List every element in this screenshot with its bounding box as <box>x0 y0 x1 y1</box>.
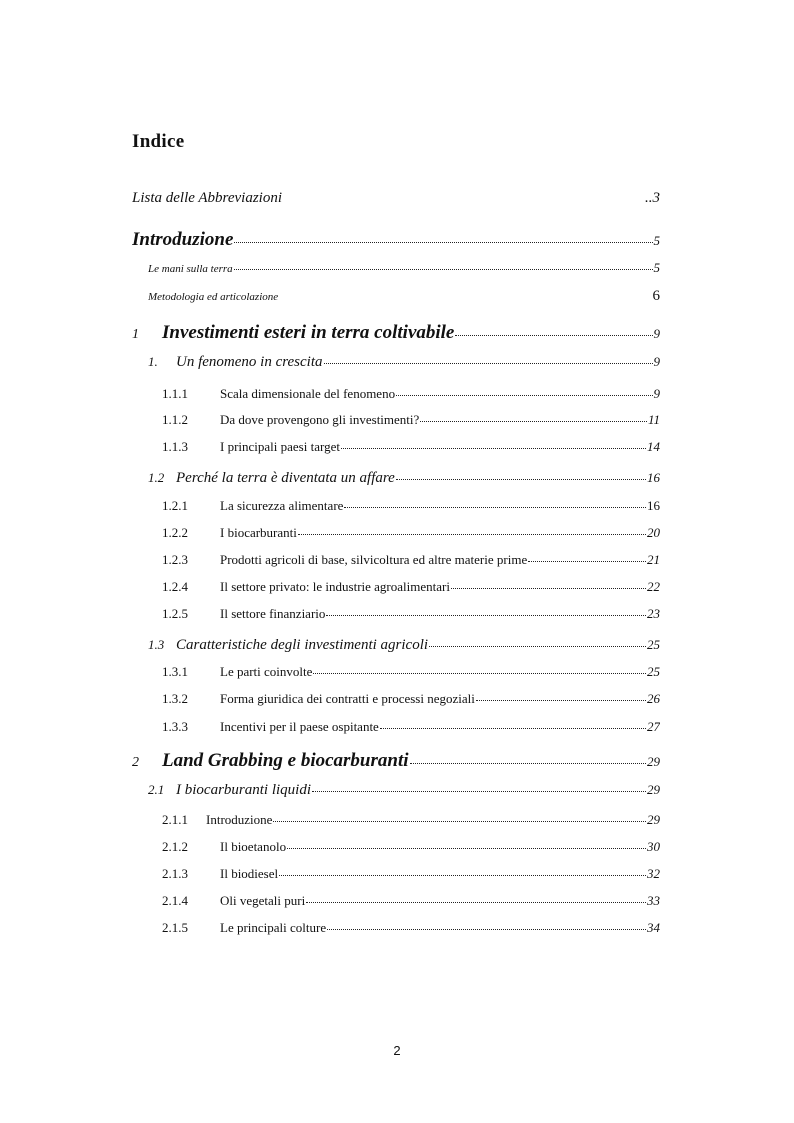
toc-entry-title: Le principali colture <box>220 920 327 935</box>
dot-leader <box>451 588 646 589</box>
dot-leader <box>528 561 646 562</box>
toc-entry-page: 29 <box>647 754 660 769</box>
toc-entry-number: 1 <box>132 327 139 342</box>
dot-leader <box>429 646 646 647</box>
toc-entry[interactable] <box>162 606 660 622</box>
toc-entry-number: 1.3.1 <box>162 664 188 679</box>
toc-entry-number: 2.1.5 <box>162 920 188 935</box>
toc-entry-page: 6 <box>652 288 660 304</box>
toc-entry-title: Lista delle Abbreviazioni <box>132 190 282 206</box>
dot-leader <box>312 791 646 792</box>
toc-entry[interactable] <box>148 260 660 276</box>
dot-leader <box>279 875 646 876</box>
toc-entry-title: Forma giuridica dei contratti e processi negoziali <box>220 691 475 706</box>
toc-entry[interactable] <box>162 812 660 828</box>
toc-entry[interactable] <box>148 782 660 799</box>
toc-entry-number: 2.1.3 <box>162 866 188 881</box>
page-number: 2 <box>393 1043 401 1058</box>
toc-entry-page: 5 <box>653 233 660 248</box>
toc-entry-title: Il bioetanolo <box>220 839 287 854</box>
toc-entry-page: 20 <box>647 525 660 540</box>
toc-entry[interactable] <box>132 190 660 207</box>
toc-entry-title: Il biodiesel <box>220 866 279 881</box>
toc-entry-title: Un fenomeno in crescita <box>176 354 323 370</box>
toc-entry-title: Prodotti agricoli di base, silvicoltura ed altre materie prime <box>220 552 528 567</box>
toc-entry-number: 2.1.4 <box>162 893 188 908</box>
toc-entry-title: La sicurezza alimentare <box>220 498 344 513</box>
toc-entry-page: 23 <box>647 606 660 621</box>
toc-entry-page: 34 <box>647 920 660 935</box>
toc-entry-number: 1.2.5 <box>162 606 188 621</box>
dot-leader <box>324 363 653 364</box>
toc-entry-title: Introduzione <box>206 812 273 827</box>
toc-entry-title: Oli vegetali puri <box>220 893 306 908</box>
dot-leader <box>396 395 652 396</box>
dot-leader <box>273 821 646 822</box>
dot-leader <box>313 673 646 674</box>
toc-entry-number: 1.3.3 <box>162 719 188 734</box>
toc-entry-number: 1.2 <box>148 470 165 485</box>
toc-entry-page: 29 <box>647 812 660 827</box>
toc-entry-number: 1.1.3 <box>162 439 188 454</box>
toc-entry-page: 33 <box>647 893 660 908</box>
toc-entry-number: 1. <box>148 354 158 369</box>
dot-leader <box>344 507 646 508</box>
toc-entry-title: Perché la terra è diventata un affare <box>176 470 395 486</box>
dot-leader <box>396 479 646 480</box>
dot-leader <box>234 242 652 243</box>
toc-entry[interactable] <box>132 322 660 344</box>
toc-entry[interactable] <box>162 920 660 936</box>
toc-entry-title: Land Grabbing e biocarburanti <box>162 750 409 771</box>
page-title: Indice <box>132 131 185 152</box>
toc-entry[interactable] <box>162 498 660 514</box>
toc-entry-page: 5 <box>653 260 660 275</box>
toc-entry-number: 1.2.2 <box>162 525 188 540</box>
toc-entry-number: 1.1.2 <box>162 412 188 427</box>
toc-entry-title: Metodologia ed articolazione <box>148 291 279 303</box>
toc-entry[interactable] <box>162 386 660 402</box>
toc-entry-number: 1.2.3 <box>162 552 188 567</box>
toc-entry-title: Caratteristiche degli investimenti agricoli <box>176 637 429 653</box>
toc-entry-title: Il settore privato: le industrie agroalimentari <box>220 579 450 594</box>
toc-entry-page: 9 <box>653 354 660 369</box>
toc-entry-title: Investimenti esteri in terra coltivabile <box>162 322 455 343</box>
toc-entry[interactable] <box>132 750 660 772</box>
toc-entry-number: 1.3 <box>148 637 165 652</box>
toc-entry-page: 25 <box>647 664 660 679</box>
toc-entry-number: 2.1.2 <box>162 839 188 854</box>
toc-entry[interactable] <box>162 439 660 455</box>
toc-entry[interactable] <box>162 691 660 707</box>
toc-entry-title: Incentivi per il paese ospitante <box>220 719 379 734</box>
toc-entry-page: 29 <box>647 782 660 797</box>
toc-entry-page: 26 <box>647 691 660 706</box>
toc-entry[interactable] <box>132 229 660 251</box>
toc-entry-number: 1.3.2 <box>162 691 188 706</box>
dot-leader <box>306 902 646 903</box>
toc-entry-title: Le mani sulla terra <box>148 263 233 275</box>
dot-leader <box>420 421 647 422</box>
toc-entry-title: Da dove provengono gli investimenti? <box>220 412 420 427</box>
toc-entry[interactable] <box>148 288 660 305</box>
toc-entry-page: 14 <box>647 439 660 454</box>
toc-entry[interactable] <box>162 579 660 595</box>
toc-entry-title: Il settore finanziario <box>220 606 326 621</box>
toc-entry-title: Scala dimensionale del fenomeno <box>220 386 396 401</box>
toc-entry-page: ..3 <box>645 190 660 206</box>
toc-entry-page: 9 <box>653 386 660 401</box>
toc-entry-number: 1.2.4 <box>162 579 188 594</box>
toc-entry[interactable] <box>162 839 660 855</box>
toc-entry-number: 2.1 <box>148 782 165 797</box>
dot-leader <box>455 335 652 336</box>
toc-entry[interactable] <box>148 354 660 371</box>
toc-entry-page: 27 <box>647 719 660 734</box>
dot-leader <box>410 763 646 764</box>
dot-leader <box>287 848 646 849</box>
toc-entry-title: I biocarburanti liquidi <box>176 782 311 798</box>
toc-entry-page: 11 <box>647 412 660 427</box>
toc-entry-number: 1.1.1 <box>162 386 188 401</box>
dot-leader <box>380 728 646 729</box>
toc-entry[interactable] <box>162 664 660 680</box>
toc-entry-title: I principali paesi target <box>220 439 340 454</box>
toc-entry-page: 30 <box>647 839 660 854</box>
toc-entry[interactable] <box>162 525 660 541</box>
toc-entry-number: 2.1.1 <box>162 812 188 827</box>
toc-entry[interactable] <box>162 552 660 568</box>
toc-entry-page: 21 <box>647 552 660 567</box>
toc-entry-title: Introduzione <box>132 229 234 250</box>
toc-entry-page: 25 <box>647 637 660 652</box>
dot-leader <box>234 269 653 270</box>
toc-entry-title: Le parti coinvolte <box>220 664 313 679</box>
toc-entry-page: 32 <box>647 866 660 881</box>
toc-entry[interactable] <box>162 893 660 909</box>
toc-entry-page: 16 <box>647 498 660 513</box>
toc-entry-number: 2 <box>132 755 139 770</box>
toc-entry-page: 22 <box>647 579 660 594</box>
dot-leader <box>327 929 646 930</box>
toc-entry[interactable] <box>148 637 660 654</box>
toc-entry[interactable] <box>162 719 660 735</box>
dot-leader <box>476 700 646 701</box>
dot-leader <box>341 448 646 449</box>
toc-entry[interactable] <box>148 470 660 487</box>
toc-entry-page: 16 <box>647 470 660 485</box>
toc-entry-page: 9 <box>653 326 660 341</box>
dot-leader <box>326 615 646 616</box>
toc-entry-number: 1.2.1 <box>162 498 188 513</box>
toc-entry-title: I biocarburanti <box>220 525 297 540</box>
dot-leader <box>298 534 646 535</box>
toc-entry[interactable] <box>162 866 660 882</box>
toc-entry[interactable] <box>162 412 660 428</box>
